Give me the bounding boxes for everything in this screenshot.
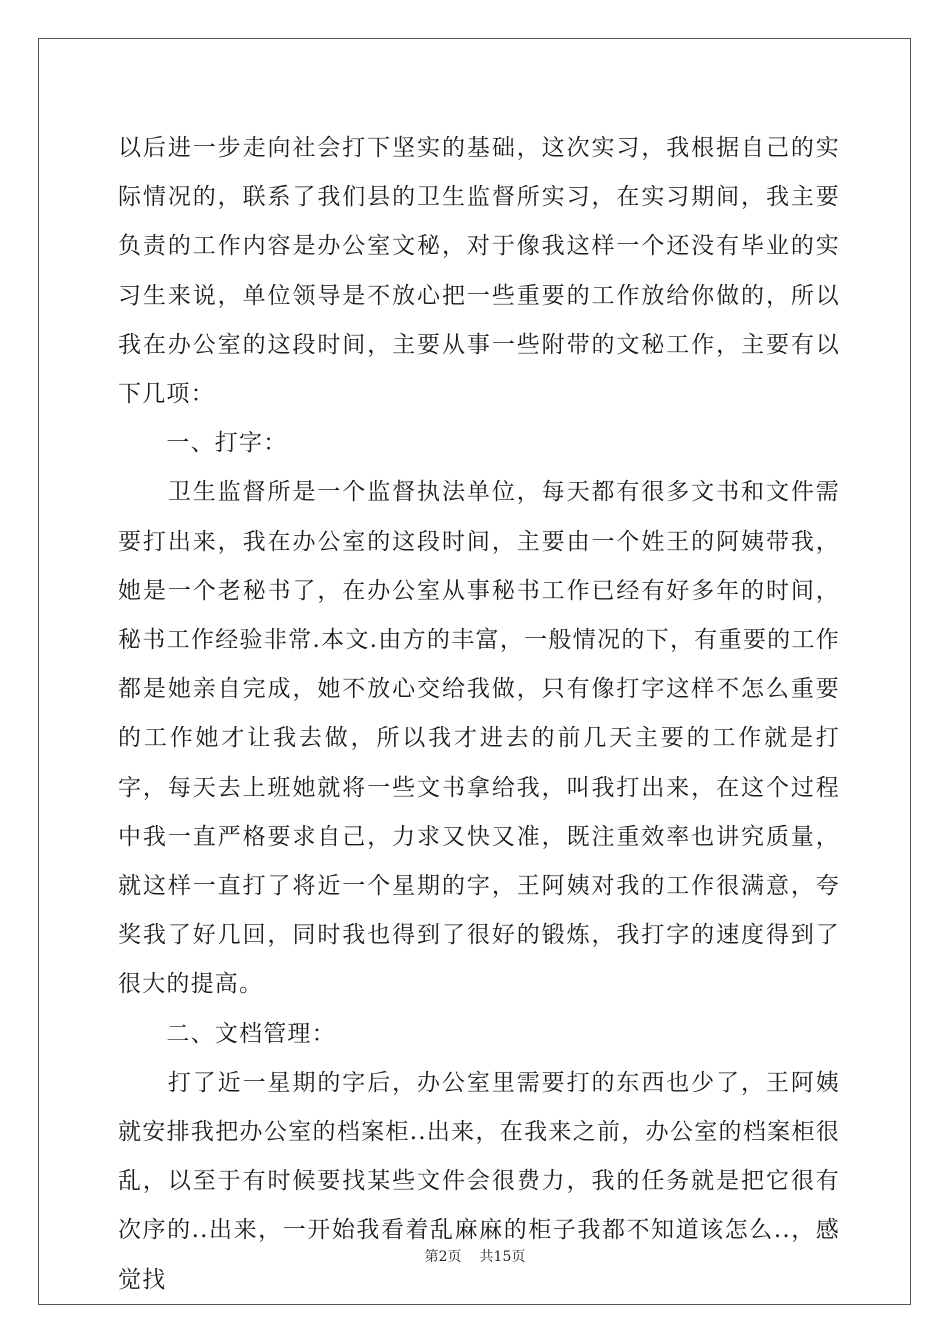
paragraph-document-management: 打了近一星期的字后，办公室里需要打的东西也少了，王阿姨就安排我把办公室的档案柜..出来，在我来之前，办公室的档案柜很乱，以至于有时候要找某些文件会很费力，我的任务就是把它很有次序的..出来，一开始我看着乱麻麻的柜子我都不知道该怎么..，感觉找 [118,1069,840,1293]
paragraph-typing: 卫生监督所是一个监督执法单位，每天都有很多文书和文件需要打出来，我在办公室的这段时间，主要由一个姓王的阿姨带我，她是一个老秘书了，在办公室从事秘书工作已经有好多年的时间，秘书工作经验非常.本文.由方的丰富，一般情况的下，有重要的工作都是她亲自完成，她不放心交给我做，只有像打字这样不怎么重要的工作她才让我去做，所以我才进去的前几天主要的工作就是打字，每天去上班她就将一些文书拿给我，叫我打出来，在这个过程中我一直严格要求自己，力求又快又准，既注重效率也讲究质量，就这样一直打了将近一个星期的字，王阿姨对我的工作很满意，夸奖我了好几回，同时我也得到了很好的锻炼，我打字的速度得到了很大的提高。 [118,479,840,998]
paragraph-intro: 以后进一步走向社会打下坚实的基础，这次实习，我根据自己的实际情况的，联系了我们县的卫生监督所实习，在实习期间，我主要负责的工作内容是办公室文秘，对于像我这样一个还没有毕业的实习生来说，单位领导是不放心把一些重要的工作放给你做的，所以我在办公室的这段时间，主要从事一些附带的文秘工作，主要有以下几项： [118,135,840,408]
page-number: 第2页 [424,1249,462,1265]
section-heading-typing: 一、打字： [118,430,288,457]
page-footer [0,1246,950,1266]
total-pages: 共15页 [479,1249,526,1265]
document-body [118,124,840,1305]
section-heading-document-management: 二、文档管理： [118,1020,336,1047]
